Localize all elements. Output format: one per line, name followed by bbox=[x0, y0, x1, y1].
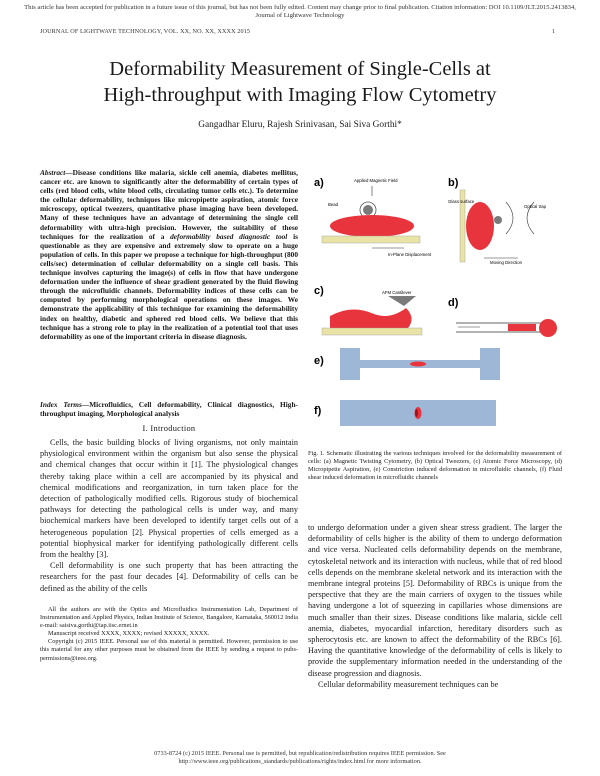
trapped-bead bbox=[494, 216, 502, 224]
cell-b bbox=[466, 202, 494, 250]
footnotes bbox=[40, 606, 298, 663]
index-terms-label: Index Terms bbox=[40, 400, 82, 409]
title-line-2: High-throughput with Imaging Flow Cytometry bbox=[103, 84, 497, 106]
footer-line-2: http://www.ieee.org/publications_standards/publications/rights/index.html for more information. bbox=[178, 758, 422, 765]
label-afm-cantilever: AFM Cantilever bbox=[382, 290, 412, 295]
footnote-manuscript: Manuscript received XXXX, XXXX; revised XXXXX, XXXX. bbox=[48, 630, 210, 638]
label-in-plane-displacement: In-Plane Displacement bbox=[388, 252, 432, 257]
abstract bbox=[40, 168, 298, 341]
magnetic-bead bbox=[363, 205, 373, 215]
panel-label-e: e) bbox=[314, 355, 324, 367]
surface-a bbox=[322, 236, 420, 243]
panel-label-f: f) bbox=[314, 405, 322, 417]
cell-c bbox=[330, 308, 412, 328]
figure-1-schematic bbox=[308, 168, 562, 446]
label-bead: Bead bbox=[328, 202, 339, 207]
cell-f-nucleus bbox=[415, 409, 418, 417]
abstract-text-2: is questionable as they are expensive and extremely slow to operate on a huge population of cells. In this paper we propose a technique for high-throughput (800 cells/sec) determination of cellular deformability on a single cell basis. This technique involves capturing the image(s) of cells in flow that have undergone deformation under the influence of shear gradient generated by the fluid flowing through the microfluidic channels. Deformability indices of these cells can be computed by performing morphological operations on these images. We demonstrate the applicability of this technique for examining the deformability index on healthy, diabetic and sphered red blood cells. We believe that this technique has a strong role to play in the realization of a potential tool that uses deformability as one of the important criteria in disease diagnosis. bbox=[40, 231, 298, 341]
right-column-text bbox=[308, 522, 562, 690]
figure-1 bbox=[308, 168, 562, 446]
label-moving-direction: Moving Direction bbox=[490, 260, 523, 265]
label-optical-trap: Optical trap bbox=[524, 204, 546, 209]
panel-label-d: d) bbox=[448, 297, 459, 309]
cell-e bbox=[410, 362, 426, 367]
author-list: Gangadhar Eluru, Rajesh Srinivasan, Sai Siva Gorthi* bbox=[198, 120, 402, 130]
panel-label-b: b) bbox=[448, 177, 459, 189]
abstract-label: Abstract bbox=[40, 168, 66, 177]
publication-notice: This article has been accepted for publication in a future issue of this journal, but has not been fully edited. Content may change prior to final publication. Citation information: DOI 10.1109/JLT.2015.2413834, Journal of Lightwave Technology bbox=[24, 4, 576, 19]
abstract-text-1: —Disease conditions like malaria, sickle cell anemia, diabetes mellitus, cancer etc. are known to significantly alter the deformability of certain types of cells (red blood cells, white blood cells, circulating tumor cells etc.). To determine the cellular deformability, techniques like micropipette aspiration, atomic force microscopy, optical tweezers, quantitative phase imaging have been developed. Many of these techniques have an advantage of determining the single cell deformability with ultra-high precision. However, the suitability of these techniques for the realization of a bbox=[40, 168, 298, 241]
cell-a bbox=[330, 215, 414, 237]
index-terms bbox=[40, 400, 298, 418]
figure-caption: Fig. 1. Schematic illustrating the various techniques involved for the deformability measurement of cells: (a) Magnetic Twisting Cytometry, (b) Optical Tweezers, (c) Atomic Force Microscopy, (d) Micropipette Aspiration, (e) Constriction induced deformation in microfluidic channels, (f) Fluid shear induced deformation in microfluidic channels bbox=[308, 450, 562, 482]
footer-line-1: 0733-8724 (c) 2015 IEEE. Personal use is permitted, but republication/redistribution requires IEEE permission. See bbox=[154, 750, 446, 757]
cell-d bbox=[539, 319, 557, 337]
footnote-copyright: Copyright (c) 2015 IEEE. Personal use of this material is permitted. However, permission to use this material for any other purposes must be obtained from the IEEE by sending a request to pubs-permissions@ieee.org. bbox=[40, 638, 298, 662]
afm-cantilever bbox=[388, 296, 416, 306]
intro-paragraph-2: Cell deformability is one such property that has been attracting the researchers for the past four decades [4]. Deformability of cells can be defined as the ability of the cells bbox=[40, 561, 298, 593]
label-applied-magnetic-field: Applied Magnetic Field bbox=[354, 178, 398, 183]
title-line-1: Deformability Measurement of Single-Cells at bbox=[109, 58, 491, 80]
abstract-italic: deformability based diagnostic tool bbox=[170, 231, 288, 241]
label-glass-surface: Glass surface bbox=[448, 199, 475, 204]
intro-text bbox=[40, 437, 298, 594]
paper-title bbox=[40, 56, 560, 108]
running-head: JOURNAL OF LIGHTWAVE TECHNOLOGY, VOL. XX, NO. XX, XXXX 2015 bbox=[40, 28, 251, 35]
right-paragraph-1: to undergo deformation under a given shear stress gradient. The larger the deformability of cells higher is the ability of them to undergo deformation and vice versa. Nucleated cells deformability depends on the membrane, cytoskeletal network and its interaction with nucleus, while that of red blood cells depends on the membrane skeletal network and its interaction with the membrane integral proteins [5]. Deformability of RBCs is unique from the perspective that they are the main carriers of oxygen to the tissues while having undergone a lot of squeezing in capillaries whose dimensions are much smaller than their sizes. Disease conditions like malaria, sickle cell anemia, diabetes, myocardial infarction, hereditary disorders such as spherocytosis etc. are known to affect the deformability of the RBCs [6]. Having the quantitative knowledge of the deformability of cells is likely to provide the supplementary information needed in the understanding of the disease progression and diagnosis. bbox=[308, 523, 562, 678]
panel-label-a: a) bbox=[314, 177, 324, 189]
footnote-affiliation: All the authors are with the Optics and Microfluidics Instrumentation Lab, Department of Instrumentation and Applied Physics, Indian Institute of Science, Bangalore, Karnataka, 560012 India e-mail: saisiva.gorthi@iap.iisc.ernet.in bbox=[40, 606, 298, 630]
intro-paragraph-1: Cells, the basic building blocks of living organisms, not only maintain physiological environment within the organism but also sense the physical and chemical changes that occur within it [1]. The physiological changes thereby taking place within a cell are accompanied by its physical and chemical modifications and reorganization, in turn taken place for the detection of pathologically modified cells. Rigorous study of biochemical pathways for detecting the pathological cells is under way, and many biochemical markers have been developed to identify target cells out of a heterogeneous population [2]. Physical properties of cells emerged as a potential biophysical marker for identifying pathologically different cells from the healthy [3]. bbox=[40, 438, 298, 560]
aspirated-tongue bbox=[508, 324, 536, 331]
index-terms-text: —Microfluidics, Cell deformability, Clinical diagnostics, High-throughput imaging, Morphological analysis bbox=[40, 400, 298, 419]
right-paragraph-2: Cellular deformability measurement techniques can be bbox=[318, 679, 499, 689]
section-heading: I. Introduction bbox=[142, 424, 196, 433]
surface-c bbox=[322, 328, 422, 335]
page-number: 1 bbox=[552, 28, 556, 35]
copyright-footer bbox=[60, 750, 540, 766]
panel-label-c: c) bbox=[314, 285, 324, 297]
